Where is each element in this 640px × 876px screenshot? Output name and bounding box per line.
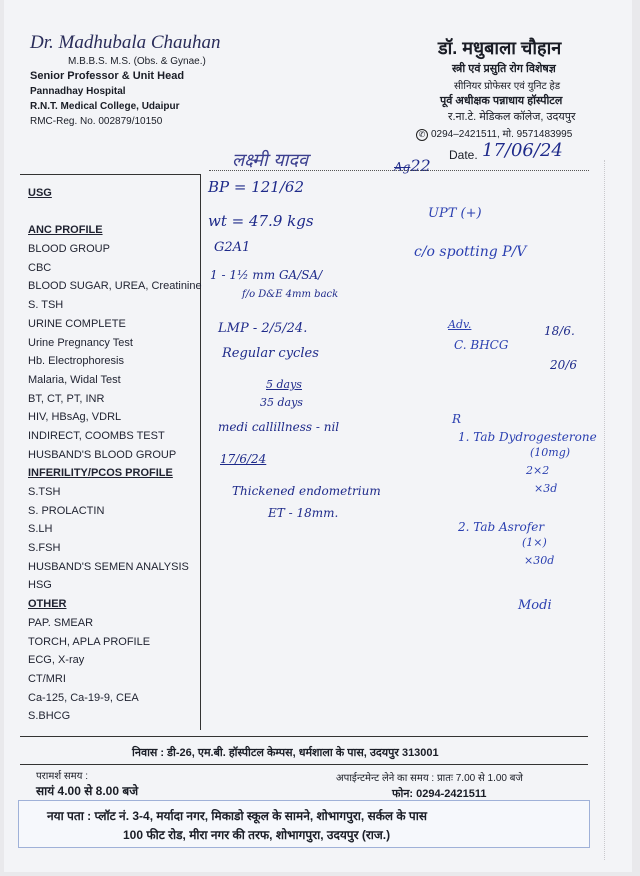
anc-item: HUSBAND'S BLOOD GROUP (28, 449, 177, 461)
rx-line-1-duration: ×3d (534, 482, 558, 495)
prescription-page (4, 0, 632, 872)
rx-line-2-duration: ×30d (524, 554, 555, 567)
registration-number: RMC-Reg. No. 002879/10150 (30, 116, 163, 127)
infertility-item: S.TSH (28, 486, 61, 498)
anc-item: BT, CT, PT, INR (28, 393, 105, 405)
note-bhcg-date-2: 20/6 (550, 358, 577, 372)
visit-date: 17/06/24 (482, 140, 563, 161)
note-medical-history: medi callillness - nil (218, 420, 340, 434)
note-upt: UPT (+) (428, 206, 482, 221)
note-bp: BP = 121/62 (208, 178, 304, 196)
page-edge-mark (604, 160, 631, 860)
content-bottom-border (20, 736, 588, 737)
note-cycle-duration: 5 days (266, 378, 302, 391)
sidebar-divider (200, 174, 201, 730)
other-item: CT/MRI (28, 673, 66, 685)
note-weight: wt = 47.9 kgs (208, 212, 314, 230)
note-obstetric-history: G2A1 (214, 240, 251, 255)
other-heading: OTHER (28, 598, 67, 610)
other-item: ECG, X-ray (28, 654, 85, 666)
anc-profile-heading: ANC PROFILE (28, 224, 103, 236)
note-history-1: 1 - 1½ mm GA/SA/ (210, 268, 323, 282)
anc-item: Malaria, Widal Test (28, 374, 121, 386)
sidebar-top-border (20, 174, 200, 175)
residence-address: निवास : डी-26, एम.बी. हॉस्पीटल केम्पस, धर्मशाला के पास, उदयपुर 313001 (132, 747, 439, 759)
consult-label: परामर्श समय : (36, 771, 89, 782)
sidebar-usg: USG (28, 187, 52, 199)
infertility-item: HUSBAND'S SEMEN ANALYSIS (28, 561, 189, 573)
phone-numbers: 0294–2421511, मो. 9571483995 (431, 129, 573, 140)
anc-item: BLOOD SUGAR, UREA, Creatinine (28, 280, 202, 292)
patient-name: लक्ष्मी यादव (232, 150, 309, 171)
other-item: TORCH, APLA PROFILE (28, 636, 151, 648)
phone-line (416, 126, 572, 141)
rx-line-2: 2. Tab Asrofer (458, 520, 545, 534)
doctor-title: Senior Professor & Unit Head (30, 70, 185, 82)
anc-item: S. TSH (28, 299, 64, 311)
college-hindi: र.ना.टे. मेडिकल कॉलेज, उदयपुर (448, 111, 576, 123)
infertility-item: HSG (28, 579, 52, 591)
college-name: R.N.T. Medical College, Udaipur (30, 101, 180, 112)
anc-item: CBC (28, 262, 52, 274)
specialty-hindi: स्त्री एवं प्रसुति रोग विशेषज्ञ (452, 63, 556, 75)
rx-line-1-dose: (10mg) (530, 446, 571, 459)
rx-line-1-frequency: 2×2 (526, 464, 550, 477)
hospital-name: Pannadhay Hospital (30, 86, 126, 97)
other-item: PAP. SMEAR (28, 617, 94, 629)
new-address-line-2: 100 फीट रोड, मीरा नगर की तरफ, शोभागपुरा, उदयपुर (राज.) (123, 828, 391, 842)
anc-item: Urine Pregnancy Test (28, 337, 133, 349)
date-label: Date. (449, 148, 478, 162)
note-advice: Adv. (448, 318, 472, 331)
infertility-item: S.LH (28, 523, 53, 535)
note-cycles: Regular cycles (222, 346, 319, 361)
former-superintendent-hindi: पूर्व अधीक्षक पन्नाधाय हॉस्पीटल (440, 95, 563, 107)
address-bottom-border (20, 764, 588, 765)
infertility-item: S.FSH (28, 542, 61, 554)
rx-line-2-dose: (1×) (522, 536, 547, 549)
note-bhcg: C. BHCG (454, 338, 509, 352)
new-address-box (18, 800, 590, 848)
patient-age: Ag22 (394, 156, 431, 175)
note-rx-symbol: R (452, 412, 462, 426)
note-et: ET - 18mm. (268, 506, 339, 520)
note-history-2: f/o D&E 4mm back (242, 289, 339, 300)
note-bhcg-date-1: 18/6. (544, 324, 575, 338)
appointment-phone: फोन: 0294-2421511 (392, 788, 487, 800)
designation-hindi: सीनियर प्रोफेसर एवं युनिट हेड (454, 81, 561, 92)
anc-item: BLOOD GROUP (28, 243, 110, 255)
anc-item: URINE COMPLETE (28, 318, 126, 330)
note-complaint: c/o spotting P/V (414, 244, 527, 260)
other-item: Ca-125, Ca-19-9, CEA (28, 692, 139, 704)
doctor-name-english: Dr. Madhubala Chauhan (30, 32, 221, 53)
phone-icon: ✆ (416, 129, 428, 141)
note-lmp: LMP - 2/5/24. (218, 321, 308, 336)
doctor-name-hindi: डॉ. मधुबाला चौहान (438, 38, 562, 58)
anc-item: HIV, HBsAg, VDRL (28, 411, 122, 423)
doctor-signature: Modi (518, 598, 552, 613)
anc-item: INDIRECT, COOMBS TEST (28, 430, 165, 442)
consult-time: सायं 4.00 से 8.00 बजे (36, 784, 139, 798)
rx-line-1: 1. Tab Dydrogesterone (458, 430, 597, 444)
note-scan-date: 17/6/24 (220, 452, 267, 466)
new-address-line-1: नया पता : प्लॉट नं. 3-4, मर्यादा नगर, मिकाडो स्कूल के सामने, शोभागपुरा, सर्कल के पास (47, 809, 427, 823)
anc-item: Hb. Electrophoresis (28, 355, 124, 367)
note-finding: Thickened endometrium (232, 484, 381, 498)
doctor-degrees: M.B.B.S. M.S. (Obs. & Gynae.) (68, 56, 206, 67)
other-item: S.BHCG (28, 710, 71, 722)
appointment-time: अपाईन्टमेन्ट लेने का समय : प्रातः 7.00 से 1.00 बजे (336, 773, 523, 784)
name-underline (209, 170, 589, 171)
infertility-item: S. PROLACTIN (28, 505, 105, 517)
note-cycle-length: 35 days (260, 396, 303, 409)
infertility-profile-heading: INFERILITY/PCOS PROFILE (28, 467, 173, 479)
